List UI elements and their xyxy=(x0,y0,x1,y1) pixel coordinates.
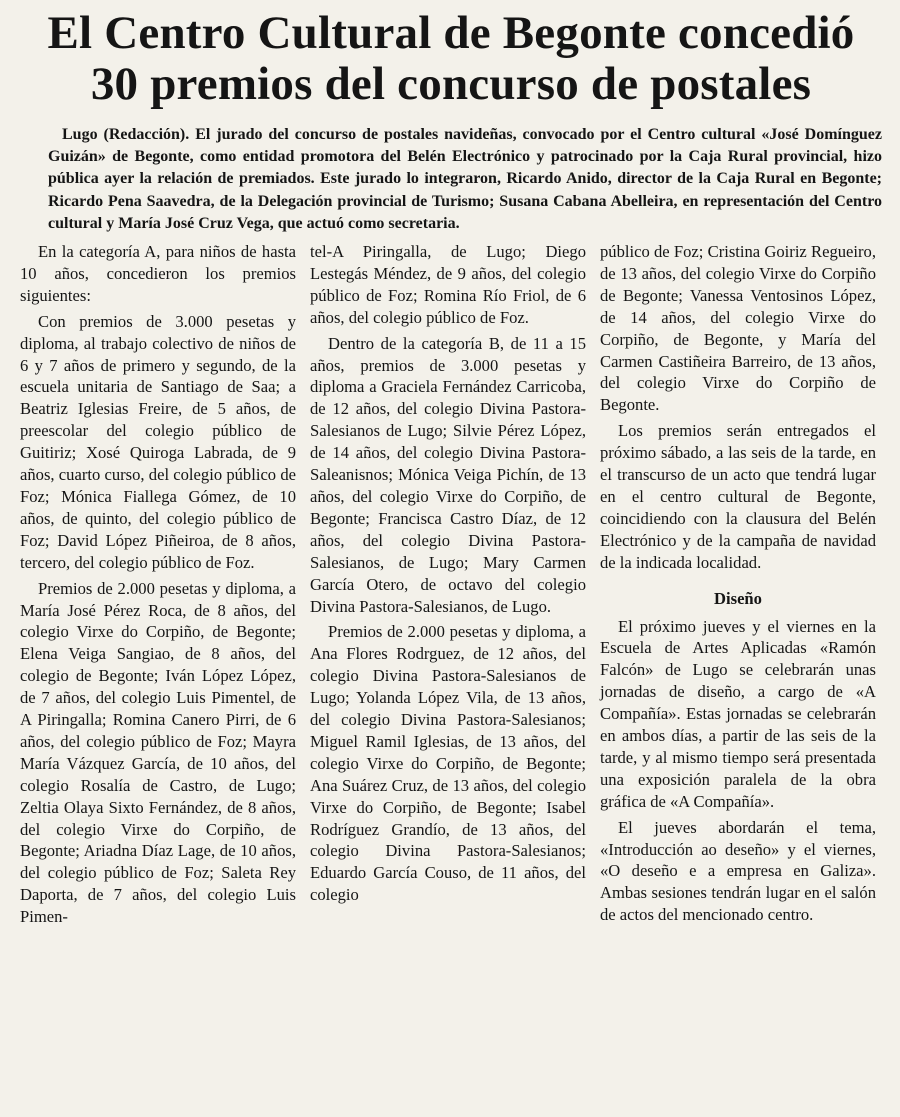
column-3 xyxy=(600,241,876,932)
paragraph: Premios de 2.000 pesetas y diploma, a Ana Flores Rodrguez, de 12 años, del colegio Divina Pastora-Salesianos de Lugo; Yolanda López Vila, de 13 años, del colegio Divina Pastora-Salesianos; Miguel Ramil Iglesias, de 13 años, del colegio Virxe do Corpiño, de Begonte; Ana Suárez Cruz, de 13 años, del colegio Virxe do Corpiño, de Begonte; Isabel Rodríguez Grandío, de 13 años, del colegio Divina Pastora-Salesianos; Eduardo García Couso, de 11 años, del colegio xyxy=(310,622,586,905)
headline xyxy=(14,8,888,110)
paragraph: En la categoría A, para niños de hasta 10 años, concedieron los premios siguientes: xyxy=(20,242,296,305)
paragraph-continued: tel-A Piringalla, de Lugo; Diego Lestegás Méndez, de 9 años, del colegio público de Foz; Romina Río Friol, de 6 años, del colegio público de Foz. xyxy=(310,242,586,327)
paragraph: Con premios de 3.000 pesetas y diploma, al trabajo colectivo de niños de 6 y 7 años de primero y segundo, de la escuela unitaria de Santiago de Saa; a Beatriz Iglesias Freire, de 5 años, de preescolar del colegio público de Guitiriz; Xosé Quiroga Labrada, de 9 años, cuarto curso, del colegio público de Foz; Mónica Fiallega Gómez, de 10 años, de quinto, del colegio público de Foz; David López Piñeiroa, de 8 años, tercero, del colegio público de Foz. xyxy=(20,311,296,572)
headline-line-1: El Centro Cultural de Begonte concedió xyxy=(47,7,855,59)
column-1 xyxy=(20,241,296,932)
headline-line-2: 30 premios del concurso de postales xyxy=(90,58,812,110)
paragraph: Premios de 2.000 pesetas y diploma, a María José Pérez Roca, de 8 años, del colegio Virxe do Corpiño, de Begonte; Elena Veiga Sangiao, de 8 años, del colegio de Begonte; Iván López López, de 7 años, del colegio Luis Pimentel, de A Piringalla; Romina Canero Pirri, de 6 años, del colegio público de Foz; Mayra María Vázquez García, de 10 años, del colegio Rosalía de Castro, de Lugo; Zeltia Olaya Sixto Fernández, de 8 años, del colegio Virxe do Corpiño, de Begonte; Ariadna Díaz Lage, de 10 años, del colegio público de Foz; Saleta Rey Daporta, de 7 años, del colegio Luis Pimen- xyxy=(20,578,296,927)
paragraph: El próximo jueves y el viernes en la Escuela de Artes Aplicadas «Ramón Falcón» de Lugo se celebrarán unas jornadas de diseño, a cargo de «A Compañía». Estas jornadas se celebrarán en ambos días, a partir de las seis de la tarde, y al mismo tiempo será presentada una exposición paralela de la obra gráfica de «A Compañía». xyxy=(600,616,876,811)
paragraph: Los premios serán entregados el próximo sábado, a las seis de la tarde, en el transcurso de un acto que tendrá lugar en el centro cultural de Begonte, coincidiendo con la clausura del Belén Electrónico y de la campaña de navidad de la indicada localidad. xyxy=(600,421,876,572)
paragraph-continued: público de Foz; Cristina Goiriz Regueiro, de 13 años, del colegio Virxe do Corpiño de Begonte; Vanessa Ventosinos López, de 14 años, del colegio Virxe do Corpiño, de Begonte, y María del Carmen Castiñeira Barreiro, de 13 años, del colegio Virxe do Corpiño de Begonte. xyxy=(600,242,876,415)
paragraph: El jueves abordarán el tema, «Introducción ao deseño» y el viernes, «O deseño e a empresa en Galiza». Ambas sesiones tendrán lugar en el salón de actos del mencionado centro. xyxy=(600,817,876,925)
lead-paragraph-block xyxy=(48,124,882,235)
column-2 xyxy=(310,241,586,932)
lead-paragraph: Lugo (Redacción). El jurado del concurso de postales navideñas, convocado por el Centro cultural «José Domínguez Guizán» de Begonte, como entidad promotora del Belén Electrónico y patrocinado por la Caja Rural provincial, hizo pública ayer la relación de premiados. Este jurado lo integraron, Ricardo Anido, director de la Caja Rural en Begonte; Ricardo Pena Saavedra, de la Delegación provincial de Turismo; Susana Cabana Abelleira, en representación del Centro cultural y María José Cruz Vega, que actuó como secretaria. xyxy=(48,126,882,232)
article-columns xyxy=(14,241,888,932)
subheading: Diseño xyxy=(714,588,762,608)
paragraph: Dentro de la categoría B, de 11 a 15 años, premios de 3.000 pesetas y diploma a Graciela Fernández Carricoba, de 12 años, del colegio Divina Pastora-Salesianos de Lugo; Silvie Pérez López, de 14 años, del colegio Divina Pastora-Saleanisnos; Mónica Veiga Pichín, de 13 años, del colegio Virxe do Corpiño, de Begonte; Francisca Castro Díaz, de 12 años, del colegio Divina Pastora-Salesianos, de Lugo; Mary Carmen García Otero, de octavo del colegio Divina Pastora-Salesianos, de Lugo. xyxy=(310,333,586,616)
